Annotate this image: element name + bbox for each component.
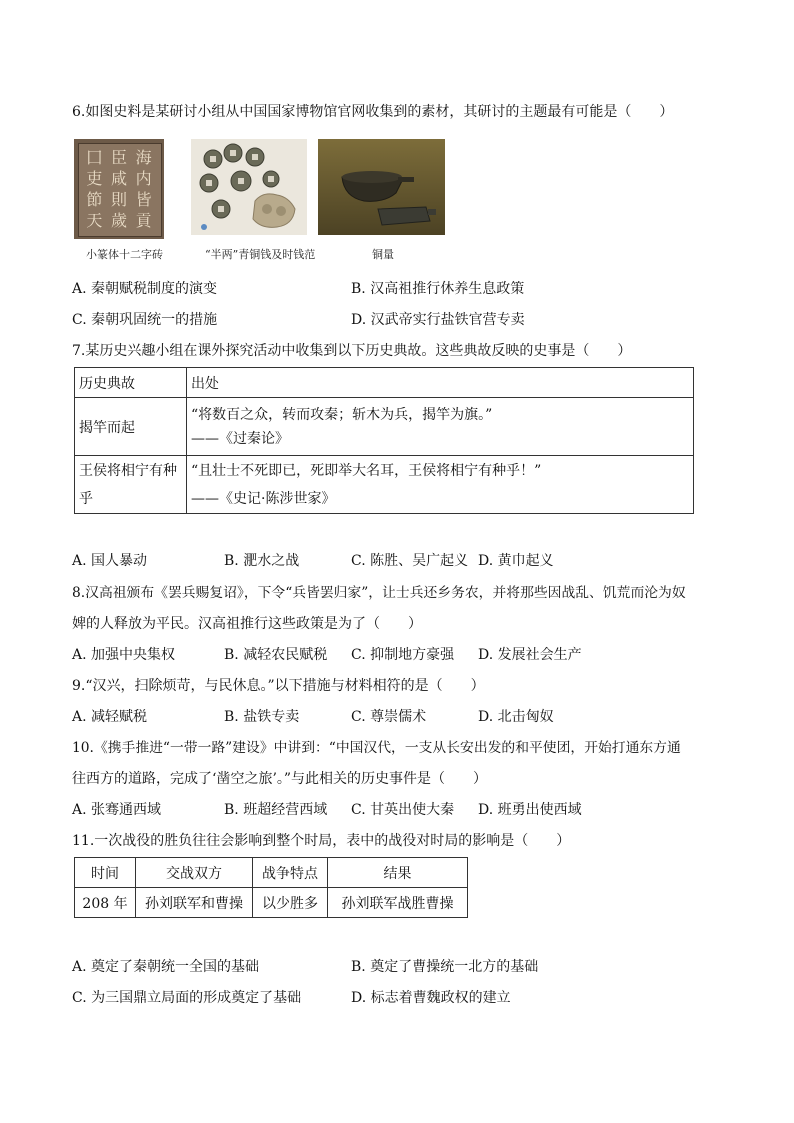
q7-option-d[interactable]: D. 黄巾起义 <box>478 553 554 569</box>
q8-option-b[interactable]: B. 减轻农民赋税 <box>224 647 328 663</box>
coins-illustration <box>191 139 307 235</box>
q7-allusion-table <box>74 367 694 514</box>
brick-char: 吏 <box>86 169 103 188</box>
q11-option-a[interactable]: A. 奠定了秦朝统一全国的基础 <box>72 959 260 975</box>
q9-option-b[interactable]: B. 盐铁专卖 <box>224 709 300 725</box>
q7-row1-allusion: 揭竿而起 <box>75 398 187 456</box>
q11-option-c[interactable]: C. 为三国鼎立局面的形成奠定了基础 <box>72 990 302 1006</box>
caption-coins: “半两”青铜钱及时钱范 <box>205 248 316 261</box>
q11-header-time: 时间 <box>75 858 136 888</box>
q8-option-a[interactable]: A. 加强中央集权 <box>72 647 176 663</box>
question-6-stem: 6.如图史料是某研讨小组从中国国家博物馆官网收集到的素材，其研讨的主题最有可能是（ ） <box>72 104 674 120</box>
question-11-stem: 11.一次战役的胜负往往会影响到整个时局，表中的战役对时局的影响是（ ） <box>72 833 571 849</box>
q7-option-c[interactable]: C. 陈胜、吴广起义 <box>351 553 469 569</box>
q7-option-b[interactable]: B. 淝水之战 <box>224 553 300 569</box>
q11-option-d[interactable]: D. 标志着曹魏政权的建立 <box>351 990 511 1006</box>
caption-bronze-measure: 铜量 <box>372 248 394 261</box>
q7-row1-source: ——《过秦论》 <box>191 430 289 447</box>
q11-cell-sides: 孙刘联军和曹操 <box>136 888 253 918</box>
brick-char: 天 <box>86 211 103 230</box>
q7-row2-source: ——《史记·陈涉世家》 <box>191 490 336 507</box>
q9-option-c[interactable]: C. 尊崇儒术 <box>351 709 427 725</box>
brick-char: 貢 <box>135 211 152 230</box>
q9-option-d[interactable]: D. 北击匈奴 <box>478 709 554 725</box>
bronze-measure-photo <box>318 139 445 235</box>
q6-option-a[interactable]: A. 秦朝赋税制度的演变 <box>72 281 218 297</box>
brick-char: 節 <box>86 190 103 209</box>
brick-char: 咸 <box>110 169 127 188</box>
q8-option-c[interactable]: C. 抑制地方豪强 <box>351 647 455 663</box>
q10-option-a[interactable]: A. 张骞通西域 <box>72 802 162 818</box>
brick-char: 則 <box>110 190 127 209</box>
question-7-stem: 7.某历史兴趣小组在课外探究活动中收集到以下历史典故。这些典故反映的史事是（ ） <box>72 343 632 359</box>
q7-header-allusion: 历史典故 <box>75 368 187 398</box>
q11-cell-result: 孙刘联军战胜曹操 <box>328 888 468 918</box>
question-8-stem-line1: 8.汉高祖颁布《罢兵赐复诏》，下令“兵皆罢归家”，让士兵还乡务农，并将那些因战乱、饥荒而沦为奴 <box>72 585 686 601</box>
brick-char: 海 <box>135 148 152 167</box>
question-9-stem: 9.“汉兴，扫除烦苛，与民休息。”以下措施与材料相符的是（ ） <box>72 678 485 694</box>
q11-header-result: 结果 <box>328 858 468 888</box>
q7-row2-quote: “且壮士不死即已，死即举大名耳，王侯将相宁有种乎！” <box>191 462 542 479</box>
q10-option-c[interactable]: C. 甘英出使大秦 <box>351 802 455 818</box>
q7-option-a[interactable]: A. 国人暴动 <box>72 553 148 569</box>
q7-row2-allusion-line1: 王侯将相宁有种 <box>79 462 177 479</box>
question-8-stem-line2: 婢的人释放为平民。汉高祖推行这些政策是为了（ ） <box>72 616 422 632</box>
coins-photo <box>191 139 307 235</box>
brick-photo <box>74 139 164 239</box>
caption-brick: 小篆体十二字砖 <box>86 248 163 261</box>
q7-row2-allusion-line2: 乎 <box>79 490 93 507</box>
q11-header-feature: 战争特点 <box>253 858 328 888</box>
q9-option-a[interactable]: A. 减轻赋税 <box>72 709 148 725</box>
q10-option-d[interactable]: D. 班勇出使西域 <box>478 802 582 818</box>
q11-header-sides: 交战双方 <box>136 858 253 888</box>
bronze-measure-illustration <box>318 139 445 235</box>
q6-option-b[interactable]: B. 汉高祖推行休养生息政策 <box>351 281 525 297</box>
q8-option-d[interactable]: D. 发展社会生产 <box>478 647 582 663</box>
brick-char: 内 <box>135 169 152 188</box>
q6-option-d[interactable]: D. 汉武帝实行盐铁官营专卖 <box>351 312 525 328</box>
brick-char: 囗 <box>86 148 103 167</box>
q7-row1-quote: “将数百之众，转而攻秦；斩木为兵，揭竿为旗。” <box>191 406 493 423</box>
brick-char: 歲 <box>110 211 127 230</box>
q11-cell-feature: 以少胜多 <box>253 888 328 918</box>
q6-option-c[interactable]: C. 秦朝巩固统一的措施 <box>72 312 218 328</box>
question-10-stem-line1: 10.《携手推进“一带一路”建设》中讲到：“中国汉代，一支从长安出发的和平使团，开始打通东方通 <box>72 740 681 756</box>
q10-option-b[interactable]: B. 班超经营西域 <box>224 802 328 818</box>
brick-char: 皆 <box>135 190 152 209</box>
q7-header-source: 出处 <box>187 368 694 398</box>
q11-option-b[interactable]: B. 奠定了曹操统一北方的基础 <box>351 959 539 975</box>
q11-cell-time: 208 年 <box>75 888 136 918</box>
question-10-stem-line2: 往西方的道路，完成了‘凿空之旅’。”与此相关的历史事件是（ ） <box>72 771 488 787</box>
brick-inscription <box>82 147 156 231</box>
brick-char: 臣 <box>110 148 127 167</box>
q11-battle-table <box>74 857 468 918</box>
